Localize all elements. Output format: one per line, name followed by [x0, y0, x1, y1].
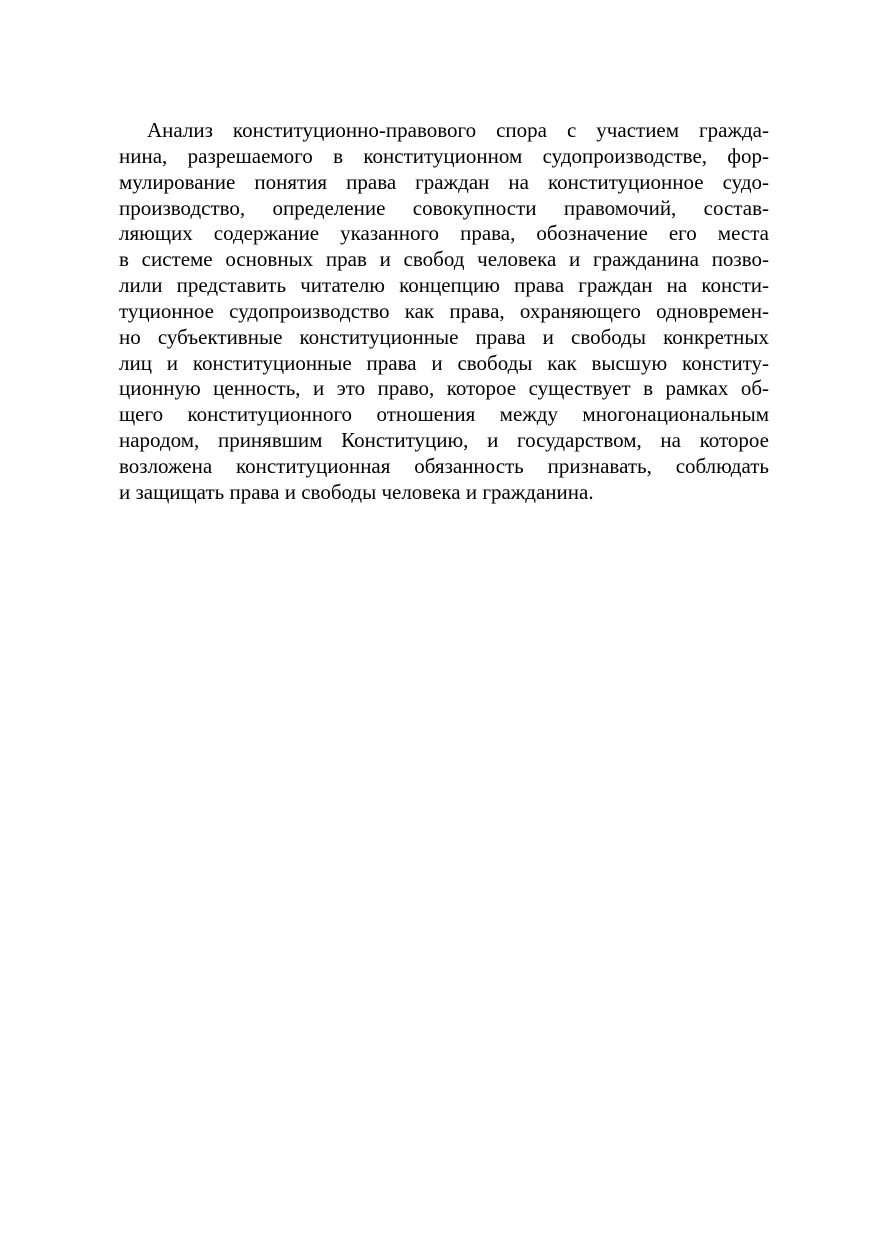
paragraph-line-9: но субъективные конституционные права и свободы конкретных: [119, 324, 769, 349]
body-paragraph: [119, 118, 769, 506]
paragraph-line-3: мулирование понятия права граждан на конституционное судо-: [119, 169, 769, 194]
paragraph-line-1: Анализ конституционно-правового спора с участием гражда-: [147, 118, 769, 142]
paragraph-line-12: щего конституционного отношения между многонациональным: [119, 402, 769, 427]
paragraph-line-6: в системе основных прав и свобод человека и гражданина позво-: [119, 247, 769, 272]
paragraph-line-5: ляющих содержание указанного права, обозначение его места: [119, 221, 769, 246]
paragraph-line-4: производство, определение совокупности правомочий, состав-: [119, 195, 769, 220]
paragraph-line-8: туционное судопроизводство как права, охраняющего одновремен-: [119, 298, 769, 323]
paragraph-line-11: ционную ценность, и это право, которое существует в рамках об-: [119, 376, 769, 401]
paragraph-line-10: лиц и конституционные права и свободы как высшую конститу-: [119, 350, 769, 375]
paragraph-line-2: нина, разрешаемого в конституционном судопроизводстве, фор-: [119, 143, 769, 168]
paragraph-line-13: народом, принявшим Конституцию, и государством, на которое: [119, 428, 769, 453]
paragraph-line-15: и защищать права и свободы человека и гражданина.: [119, 479, 594, 504]
paragraph-line-14: возложена конституционная обязанность признавать, соблюдать: [119, 453, 769, 478]
paragraph-line-7: лили представить читателю концепцию права граждан на консти-: [119, 273, 769, 298]
